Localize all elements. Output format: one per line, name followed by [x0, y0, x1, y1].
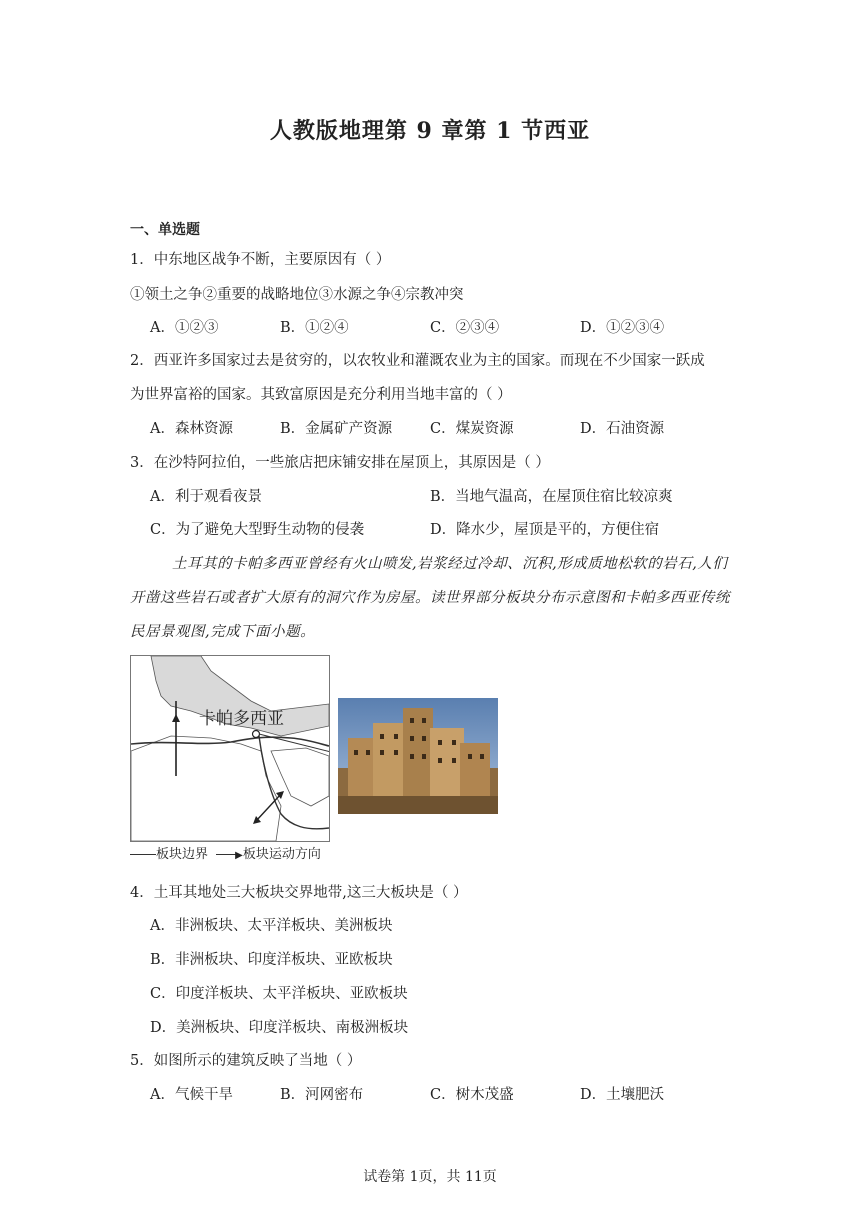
legend-arrow-head-icon: ▶ [235, 850, 243, 861]
question-2-option-b: B．金属矿产资源 [280, 421, 393, 437]
arrow-head-icon [172, 714, 180, 722]
question-4-option-b: B．非洲板块、印度洋板块、亚欧板块 [150, 952, 393, 968]
question-2-option-a: A．森林资源 [150, 421, 233, 437]
building [460, 743, 490, 798]
page-footer: 试卷第 1页，共 11页 [363, 1169, 497, 1185]
question-2-stem-line1: 2．西亚许多国家过去是贫穷的，以农牧业和灌溉农业为主的国家。而现在不少国家一跃成 [130, 353, 705, 369]
question-2-option-c: C．煤炭资源 [430, 421, 514, 437]
question-1-option-b: B．①②④ [280, 320, 349, 336]
cappadocia-photo [338, 698, 498, 814]
map-legend [130, 843, 321, 862]
legend-boundary-label: 板块边界 [156, 847, 209, 862]
question-2-stem-line2: 为世界富裕的国家。其致富原因是充分利用当地丰富的（ ） [130, 387, 512, 403]
question-5-option-d: D．土壤肥沃 [580, 1087, 665, 1103]
photo-foreground [338, 796, 498, 814]
photo-drawing [338, 698, 498, 814]
question-4-option-c: C．印度洋板块、太平洋板块、亚欧板块 [150, 986, 408, 1002]
question-1-stem: 1．中东地区战争不断，主要原因有（ ） [130, 252, 391, 268]
plate-map [130, 655, 330, 842]
question-1-option-a: A．①②③ [150, 320, 219, 336]
question-5-option-a: A．气候干旱 [150, 1087, 233, 1103]
section-heading: 一、单选题 [130, 222, 200, 238]
question-3-stem: 3．在沙特阿拉伯，一些旅店把床铺安排在屋顶上，其原因是（ ） [130, 455, 550, 471]
location-marker-icon [253, 731, 260, 738]
building [373, 723, 408, 798]
page-title: 人教版地理第 9 章第 1 节西亚 [269, 118, 591, 144]
question-1-option-c: C．②③④ [430, 320, 500, 336]
building [430, 728, 464, 798]
building [403, 708, 433, 798]
question-5-option-b: B．河网密布 [280, 1087, 364, 1103]
question-3-option-c: C．为了避免大型野生动物的侵袭 [150, 522, 365, 538]
passage-line-1: 土耳其的卡帕多西亚曾经有火山喷发,岩浆经过冷却、沉积,形成质地松软的岩石,人们 [172, 556, 728, 572]
question-1-option-d: D．①②③④ [580, 320, 665, 336]
question-3-option-a: A．利于观看夜景 [150, 489, 262, 505]
passage-line-3: 民居景观图,完成下面小题。 [130, 624, 316, 640]
question-4-stem: 4．土耳其地处三大板块交界地带,这三大板块是（ ） [130, 885, 468, 901]
question-5-option-c: C．树木茂盛 [430, 1087, 514, 1103]
question-1-choices-text: ①领土之争②重要的战略地位③水源之争④宗教冲突 [130, 287, 464, 303]
passage-line-2: 开凿这些岩石或者扩大原有的洞穴作为房屋。读世界部分板块分布示意图和卡帕多西亚传统 [130, 590, 730, 606]
legend-boundary-swatch [130, 854, 156, 855]
question-3-option-b: B．当地气温高，在屋顶住宿比较凉爽 [430, 489, 673, 505]
map-location-label: 卡帕多西亚 [199, 709, 284, 729]
plate-map-drawing [131, 656, 329, 841]
question-2-option-d: D．石油资源 [580, 421, 665, 437]
africa-landmass [131, 736, 281, 841]
legend-motion-label: 板块运动方向 [242, 847, 321, 862]
question-4-option-d: D．美洲板块、印度洋板块、南极洲板块 [150, 1020, 409, 1036]
question-4-option-a: A．非洲板块、太平洋板块、美洲板块 [150, 918, 393, 934]
question-3-option-d: D．降水少，屋顶是平的，方便住宿 [430, 522, 660, 538]
question-5-stem: 5．如图所示的建筑反映了当地（ ） [130, 1053, 362, 1069]
